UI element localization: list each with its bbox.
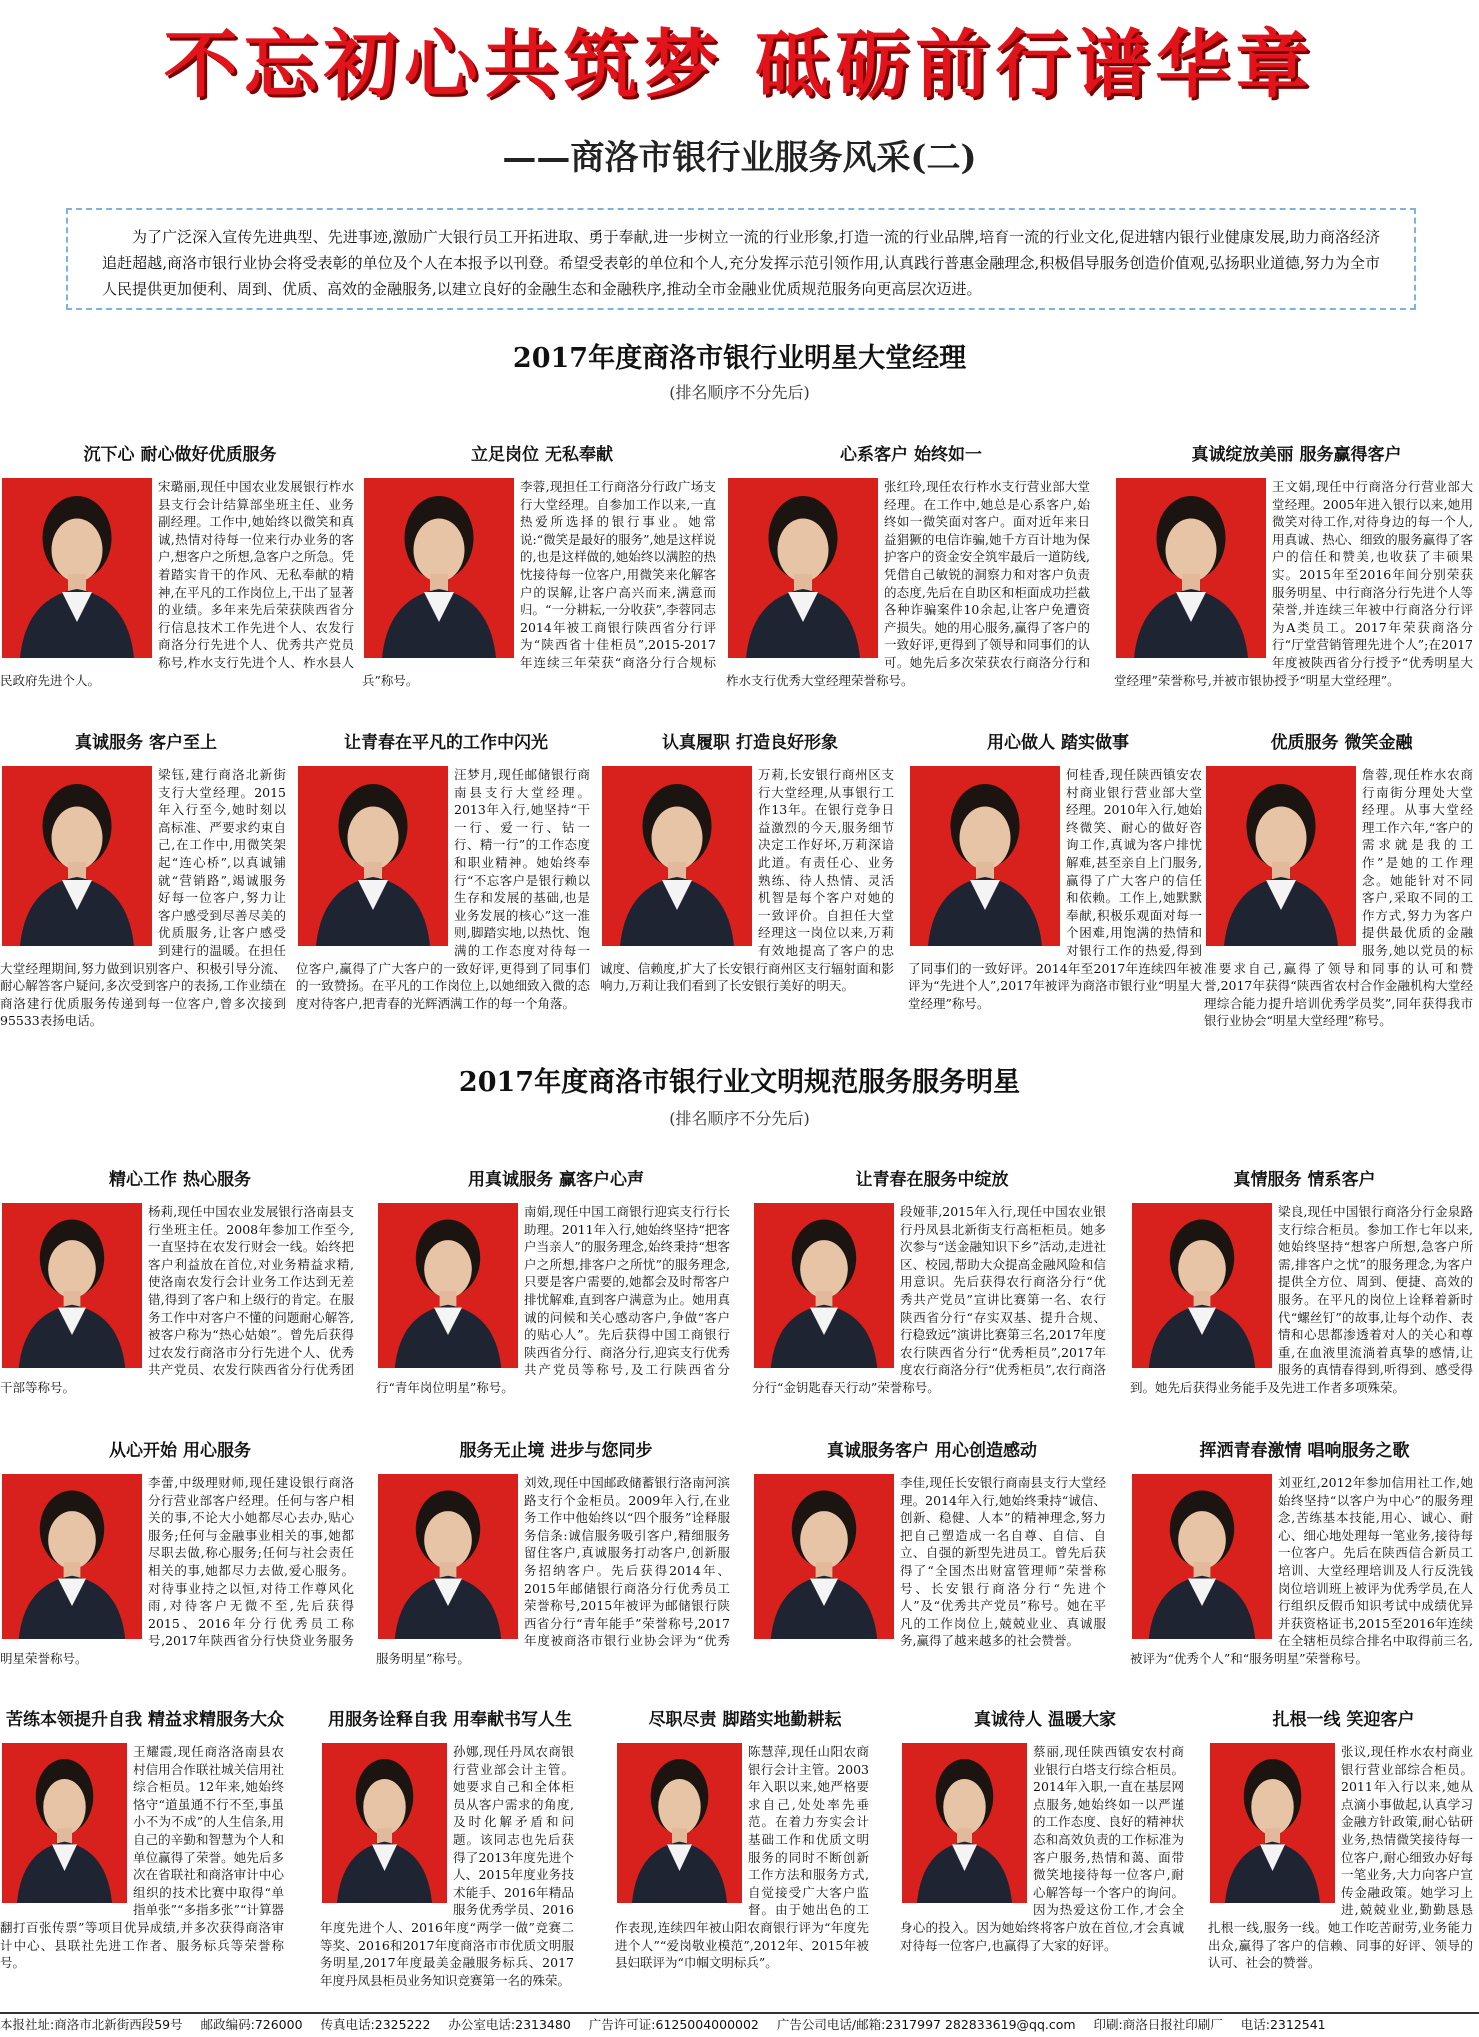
profile-title: 尽职尽责 脚踏实地勤耕耘 — [648, 1710, 842, 1730]
profile-card — [1204, 728, 1479, 1048]
profile-text: 王耀霞,现任商洛洛南县农村信用合作联社城关信用社综合柜员。12年来,她始终恪守“道虽通不行不至,事虽小不为不成”的人生信条,用自己的辛勤和智慧为个人和单位赢得了荣誉。她先后多次在省联社和商洛审计中心组织的技术比赛中取得“单指单张”“多指多张”“计算器翻打百张传票”等项目优异成绩,并多次获得商洛审计中心、县联社先进工作者、服务标兵等荣誉称号。 — [0, 1744, 284, 1971]
profile-text: 梁钰,建行商洛北新街支行大堂经理。2015年入行至今,她时刻以高标准、严要求约束自己,在工作中,用微笑架起“连心桥”,以真诚铺就“营销路”,竭诚服务好每一位客户,努力让客户感受到尽善尽美的优质服务,让客户感受到建行的温暖。在担任大堂经理期间,努力做到识别客户、积极引导分流、耐心解答客户疑问,多次受到客户的表扬,工作业绩在商洛建行优质服务传递到每一位客户,曾多次接到95533表扬电话。 — [0, 767, 286, 1029]
profile-text: 杨莉,现任中国农业发展银行洛南县支行坐班主任。2008年参加工作至今,一直坚持在农发行财会一线。始终把客户利益放在首位,对业务精益求精,使洛南农发行会计业务工作达到无差错,得到了客户和上级行的肯定。在服务工作中对客户不懂的问题耐心解答,被客户称为“热心姑娘”。曾先后获得过农发行商洛市分行先进个人、优秀共产党员、农发行陕西省分行优秀团干部等称号。 — [0, 1204, 354, 1395]
portrait-photo — [754, 1474, 894, 1639]
profile-card — [908, 728, 1208, 1048]
profile-card — [362, 440, 722, 760]
profile-text: 梁良,现任中国银行商洛分行金泉路支行综合柜员。参加工作七年以来,她始终坚持“想客户所想,急客户所需,排客户之忧”的服务理念,为客户提供全方位、周到、便捷、高效的服务。在平凡的岗位上诠释着新时代“螺丝钉”的故事,让每个动作、表情和心思都渗透着对人的关心和尊重,在血液里流淌着真挚的感情,让服务的真情春得到,听得到、感受得到。她先后获得业务能手及先进工作者多项殊荣。 — [1130, 1204, 1473, 1395]
profile-title: 让青春在平凡的工作中闪光 — [344, 733, 548, 753]
portrait-photo — [902, 1743, 1027, 1903]
footer-postcode: 邮政编码:726000 — [200, 2017, 303, 2032]
profile-card — [376, 1436, 736, 1721]
profile-title: 用服务诠释自我 用奉献书写人生 — [328, 1710, 572, 1730]
portrait-photo — [2, 766, 152, 946]
profile-card — [900, 1705, 1190, 2030]
profile-title: 服务无止境 进步与您同步 — [459, 1441, 653, 1461]
profile-title: 立足岗位 无私奉献 — [471, 445, 613, 465]
profile-title: 挥洒青春激情 唱响服务之歌 — [1199, 1441, 1410, 1461]
section1-title: 2017年度商洛市银行业明星大堂经理 — [512, 343, 967, 374]
profile-text: 陈慧萍,现任山阳农商银行会计主管。2003年入职以来,她严格要求自己,处处率先垂范。在着力夯实会计基础工作和优质文明服务的同时不断创新工作方法和服务方式,自觉接受广大客户监督。由于她出色的工作表现,连续四年被山阳农商银行评为“年度先进个人”“爱岗敬业模范”,2012年、2015年被县妇联评为“巾帼文明标兵”。 — [615, 1744, 869, 1971]
profile-title: 真诚服务 客户至上 — [75, 733, 217, 753]
profile-title: 用心做人 踏实做事 — [987, 733, 1129, 753]
portrait-photo — [910, 766, 1060, 946]
profile-card — [320, 1705, 580, 2030]
footer-address: 本报社址:商洛市北新街西段59号 — [0, 2017, 183, 2032]
footer-fax: 传真电话:2325222 — [320, 2017, 431, 2032]
profile-card — [1130, 1165, 1479, 1450]
profile-card — [752, 1436, 1112, 1721]
footer-ad-contact: 广告公司电话/邮箱:2317997 282833619@qq.com — [776, 2017, 1076, 2032]
profile-text: 段娅菲,2015年入行,现任中国农业银行丹凤县北新街支行高柜柜员。她多次参与“送金融知识下乡”活动,走进社区、校园,帮助大众提高金融风险和信用意识。先后获得农行商洛分行“优秀共产党员”宣讲比赛第一名、农行陕西省分行“存实双基、提升合规、行稳致远”演讲比赛第三名,2017年度农行陕西省分行“优秀柜员”,2017年度农行商洛分行“优秀柜员”,农行商洛分行“金钥匙春天行动”荣誉称号。 — [752, 1204, 1106, 1395]
portrait-photo — [322, 1743, 447, 1903]
portrait-photo — [2, 1474, 142, 1639]
footer-phone: 电话:2312541 — [1240, 2017, 1326, 2032]
portrait-photo — [617, 1743, 742, 1903]
profile-card — [0, 728, 292, 1048]
footer-printer: 印刷:商洛日报社印刷厂 — [1093, 2017, 1223, 2032]
footer — [0, 2012, 1479, 2037]
portrait-photo — [1116, 478, 1266, 658]
profile-text: 李蕾,中级理财师,现任建设银行商洛分行营业部客户经理。任何与客户相关的事,不论大小她都尽心去办,贴心服务;任何与金融事业相关的事,她都尽职去做,称心服务;任何与社会责任相关的事,她都尽力去做,爱心服务。对待事业持之以恒,对待工作尊风化雨,对待客户无微不至,先后获得2015、2016年分行优秀员工称号,2017年陕西省分行快贷业务服务明星荣誉称号。 — [0, 1475, 354, 1666]
portrait-photo — [2, 478, 152, 658]
portrait-photo — [364, 478, 514, 658]
portrait-photo — [2, 1203, 142, 1368]
profile-title: 优质服务 微笑金融 — [1270, 733, 1413, 753]
portrait-photo — [378, 1474, 518, 1639]
profile-card — [0, 1705, 290, 2030]
profile-card — [1130, 1436, 1479, 1721]
headline: 不忘初心共筑梦 砥砺前行谱华章 — [163, 22, 1316, 108]
profile-title: 真诚服务客户 用心创造感动 — [827, 1441, 1037, 1461]
profile-text: 张红玲,现任农行柞水支行营业部大堂经理。在工作中,她总是心系客户,始终如一微笑面对客户。面对近年来日益猖獗的电信诈骗,她千方百计地为保护客户的资金安全筑牢最后一道防线,凭借自己敏锐的洞察力和对客户负责的态度,先后在自助区和柜面成功拦截各种诈骗案件10余起,让客户免遭资产损失。她的用心服务,赢得了客户的一致好评,更得到了领导和同事们的认可。她先后多次荣获农行商洛分行和柞水支行优秀大堂经理荣誉称号。 — [726, 479, 1090, 688]
portrait-photo — [602, 766, 752, 946]
profile-card — [376, 1165, 736, 1450]
profile-card — [0, 1165, 360, 1450]
profile-title: 真情服务 情系客户 — [1233, 1170, 1376, 1190]
profile-card — [600, 728, 900, 1048]
profile-text: 南娟,现任中国工商银行迎宾支行行长助理。2011年入行,她始终坚持“把客户当亲人”的服务理念,始终秉持“想客户之所想,排客户之所忧”的服务理念,只要是客户需要的,她都会及时帮客户排忧解难,直到客户满意为止。她用真诚的问候和关心感动客户,争做“客户的贴心人”。先后获得中国工商银行陕西省分行、商洛分行,迎宾支行优秀共产党员等称号,及工行陕西省分行“青年岗位明星”称号。 — [376, 1204, 730, 1395]
profile-title: 苦练本领提升自我 精益求精服务大众 — [6, 1710, 284, 1730]
profile-text: 汪梦月,现任邮储银行商南县支行大堂经理。2013年入行,她坚持“干一行、爱一行、钻一行、精一行”的工作态度和职业精神。她始终奉行“不忘客户是银行赖以生存和发展的基础,也是业务发展的核心”这一准则,脚踏实地,以热忱、饱满的工作态度对待每一位客户,赢得了广大客户的一致好评,更得到了同事们的一致赞扬。在平凡的工作岗位上,以她细致入微的态度对待客户,把青春的光辉洒满工作的每一个角落。 — [296, 767, 590, 1011]
profile-title: 用真诚服务 赢客户心声 — [468, 1170, 644, 1190]
profile-text: 李佳,现任长安银行商南县支行大堂经理。2014年入行,她始终秉持“诚信、创新、稳健、人本”的精神理念,努力把自己塑造成一名自尊、自信、自立、自强的新型先进员工。曾先后获得了“全国杰出财富管理师”荣誉称号、长安银行商洛分行“先进个人”及“优秀共产党员”称号。她在平凡的工作岗位上,兢兢业业、真诚服务,赢得了越来越多的社会赞誉。 — [752, 1474, 1106, 1719]
profile-title: 精心工作 热心服务 — [109, 1170, 251, 1190]
profile-title: 让青春在服务中绽放 — [855, 1170, 1009, 1190]
profile-card — [1114, 440, 1479, 760]
profile-title: 从心开始 用心服务 — [109, 1441, 251, 1461]
profile-text: 宋璐丽,现任中国农业发展银行柞水县支行会计结算部坐班主任、业务副经理。工作中,她始终以微笑和真诚,热情对待每一位来行办业务的客户,想客户之所想,急客户之所急。凭着踏实肯干的作风、无私奉献的精神,在平凡的工作岗位上,干出了显著的业绩。多年来先后荣获陕西省分行信息技术工作先进个人、农发行商洛分行先进个人、优秀共产党员称号,柞水支行先进个人、柞水县人民政府先进个人。 — [0, 479, 354, 688]
profile-text: 蔡丽,现任陕西镇安农村商业银行白塔支行综合柜员。2014年入职,一直在基层网点服务,她始终如一以严谨的工作态度、良好的精神状态和高效负责的工作标准为客户服务,热情和蔼、面带微笑地接待每一位客户,耐心解答每一个客户的询问。因为热爱这份工作,才会全身心的投入。因为她始终将客户放在首位,才会真诚对待每一位客户,也赢得了大家的好评。 — [900, 1744, 1184, 1953]
portrait-photo — [1210, 1743, 1335, 1903]
section1-note: (排名顺序不分先后) — [669, 383, 810, 402]
subheadline: ——商洛市银行业服务风采(二) — [502, 138, 977, 178]
profile-text: 王文娟,现任中行商洛分行营业部大堂经理。2005年进入银行以来,她用微笑对待工作,对待身边的每一个人,用真诚、热心、细致的服务赢得了客户的信任和赞美,也收获了丰硕果实。2015年至2016年间分别荣获服务明星、中行商洛分行先进个人等荣誉,并连续三年被中行商洛分行评为A类员工。2017年荣获商洛分行“厅堂营销管理先进个人”;在2017年度被陕西省分行授予“优秀明星大堂经理”荣誉称号,并被市银协授予“明星大堂经理”。 — [1114, 479, 1473, 688]
profile-card — [0, 1436, 360, 1721]
section2-title: 2017年度商洛市银行业文明规范服务服务明星 — [458, 1067, 1021, 1098]
profile-text: 李蓉,现担任工行商洛分行政广场支行大堂经理。自参加工作以来,一直热爱所选择的银行事业。她常说:“微笑是最好的服务”,她是这样说的,也是这样做的,她始终以满腔的热忱接待每一位客户,用微笑来化解客户的误解,让客户高兴而来,满意而归。“一分耕耘,一分收获”,李蓉同志2014年被工商银行陕西省分行评为“陕西省十佳柜员”,2015-2017年连续三年荣获“商洛分行合规标兵”称号。 — [362, 479, 716, 688]
section2-note: (排名顺序不分先后) — [669, 1109, 810, 1128]
profile-title: 扎根一线 笑迎客户 — [1272, 1710, 1415, 1730]
profile-text: 万莉,长安银行商州区支行大堂经理,从事银行工作13年。在银行竞争日益激烈的今天,服务细节决定工作好坏,万莉深谙此道。有责任心、业务熟练、待人热情、灵活机智是每个客户对她的一致评价。自担任大堂经理这一岗位以来,万莉有效地提高了客户的忠诚度、信赖度,扩大了长安银行商州区支行辐射面和影响力,万莉让我们看到了长安银行美好的明天。 — [600, 767, 894, 994]
profile-text: 何桂香,现任陕西镇安农村商业银行营业部大堂经理。2010年入行,她始终微笑、耐心的做好咨询工作,真诚为客户排忧解难,甚至亲自上门服务,赢得了广大客户的信任和依赖。工作上,她默默奉献,积极乐观面对每一个困难,用饱满的热情和对银行工作的热爱,得到了同事们的一致好评。2014年至2017年连续四年被评为“先进个人”,2017年被评为商洛市银行业“明星大堂经理”称号。 — [908, 767, 1202, 1011]
profile-title: 心系客户 始终如一 — [840, 445, 982, 465]
portrait-photo — [1132, 1203, 1272, 1368]
profile-card — [0, 440, 360, 760]
portrait-photo — [1132, 1474, 1272, 1639]
profile-title: 沉下心 耐心做好优质服务 — [83, 445, 277, 465]
profile-card — [296, 728, 596, 1048]
profile-title: 真诚绽放美丽 服务赢得客户 — [1191, 445, 1402, 465]
portrait-photo — [728, 478, 878, 658]
footer-ad-license: 广告许可证:6125004000002 — [588, 2017, 759, 2032]
profile-title: 认真履职 打造良好形象 — [662, 733, 838, 753]
portrait-photo — [2, 1743, 127, 1903]
profile-card — [752, 1165, 1112, 1450]
profile-card — [615, 1705, 875, 2030]
profile-text: 张议,现任柞水农村商业银行营业部综合柜员。2011年入行以来,她从点滴小事做起,认真学习金融方针政策,耐心钻研业务,热情微笑接待每一位客户,耐心细致办好每一笔业务,大力向客户宣传金融政策。她学习上进,兢兢业业,勤勤恳恳扎根一线,服务一线。她工作吃苦耐劳,业务能力出众,赢得了客户的信赖、同事的好评、领导的认可、社会的赞誉。 — [1208, 1744, 1473, 1971]
portrait-photo — [298, 766, 448, 946]
profile-title: 真诚待人 温暖大家 — [974, 1710, 1116, 1730]
portrait-photo — [754, 1203, 894, 1368]
profile-text: 詹蓉,现任柞水农商行南街分理处大堂经理。从事大堂经理工作六年,“客户的需求就是我的工作”是她的工作理念。她能针对不同客户,采取不同的工作方式,努力为客户提供最优质的金融服务,她以党员的标准要求自己,赢得了领导和同事的认可和赞誉,2017年获得“陕西省农村合作金融机构大堂经理综合能力提升培训优秀学员奖”,同年获得我市银行业协会“明星大堂经理”称号。 — [1204, 767, 1473, 1029]
profile-text: 刘亚红,2012年参加信用社工作,她始终坚持“以客户为中心”的服务理念,苦练基本技能,用心、诚心、耐心、细心地处理每一笔业务,接待每一位客户。先后在陕西信合新员工培训、大堂经理培训及人行反洗钱岗位培训班上被评为优秀学员,在人行组织反假币知识考试中成绩优异并获资格证书,2015至2016年连续在全辖柜员综合排名中取得前三名,被评为“优秀个人”和“服务明星”荣誉称号。 — [1130, 1475, 1473, 1666]
portrait-photo — [1206, 766, 1356, 946]
profile-card — [726, 440, 1096, 760]
footer-office-phone: 办公室电话:2313480 — [448, 2017, 571, 2032]
intro-text: 为了广泛深入宣传先进典型、先进事迹,激励广大银行员工开拓进取、勇于奉献,进一步树立一流的行业形象,打造一流的行业品牌,培育一流的行业文化,促进辖内银行业健康发展,助力商洛经济追赶超越,商洛市银行业协会将受表彰的单位及个人在本报予以刊登。希望受表彰的单位和个人,充分发挥示范引领作用,认真践行普惠金融理念,积极倡导服务创造价值观,弘扬职业道德,努力为全市人民提供更加便利、周到、优质、高效的金融服务,以建立良好的金融生态和金融秩序,推动全市金融业优质规范服务向更高层次迈进。 — [66, 208, 1416, 310]
profile-card — [1208, 1705, 1479, 2030]
profile-text: 孙娜,现任丹凤农商银行营业部会计主管。她要求自己和全体柜员从客户需求的角度,及时化解矛盾和问题。该同志也先后获得了2013年度先进个人、2015年度业务技术能手、2016年精品服务优秀学员、2016年度先进个人、2016年度“两学一做”竞赛二等奖、2016和2017年度商洛市市优质文明服务明星,2017年度最美金融服务标兵、2017年度丹凤县柜员业务知识竞赛第一名的殊荣。 — [320, 1744, 574, 1988]
profile-text: 刘效,现任中国邮政储蓄银行洛南河滨路支行个金柜员。2009年入行,在业务工作中他始终以“四个服务”诠释服务信条:诚信服务吸引客户,精细服务留住客户,真诚服务打动客户,创新服务招纳客户。先后获得2014年、2015年邮储银行商洛分行优秀员工荣誉称号,2015年被评为邮储银行陕西省分行“青年能手”荣誉称号,2017年度被商洛市银行业协会评为“优秀服务明星”称号。 — [376, 1475, 730, 1666]
portrait-photo — [378, 1203, 518, 1368]
